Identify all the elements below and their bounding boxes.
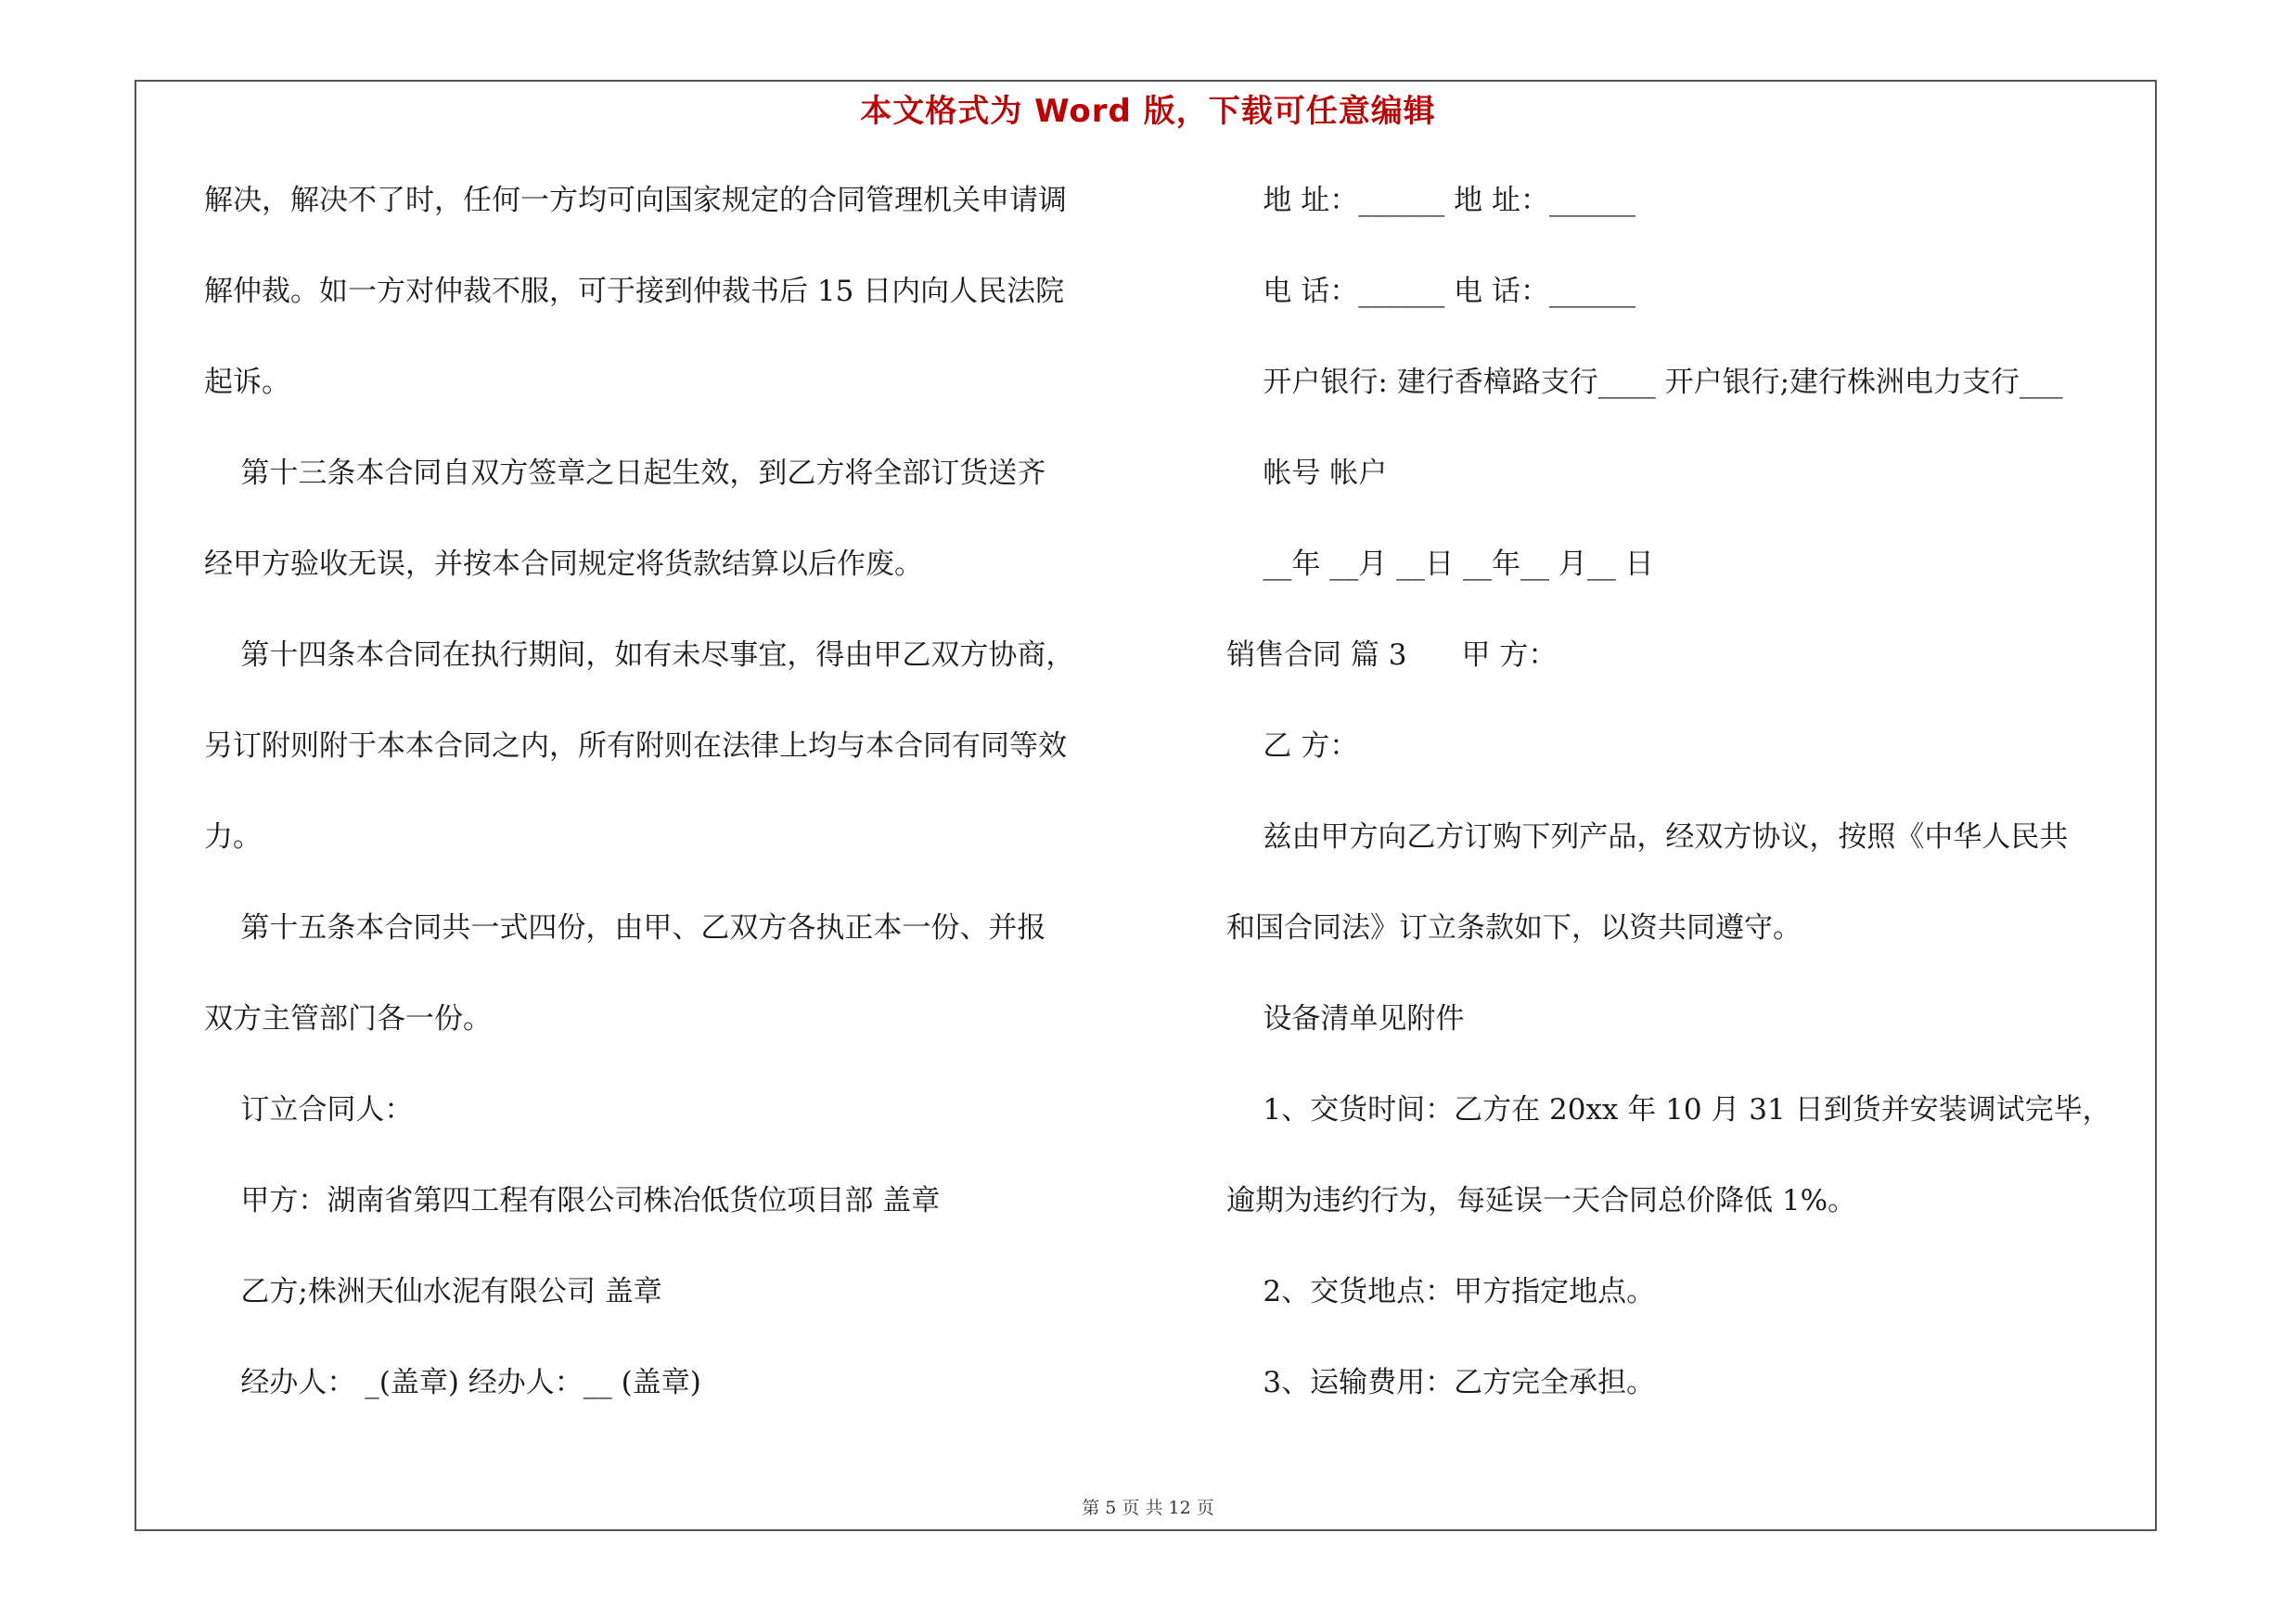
text-line: 第十三条本合同自双方签章之日起生效，到乙方将全部订货送齐 [204,457,1046,490]
text-line: 第十四条本合同在执行期间，如有未尽事宜，得由甲乙双方协商， [204,638,1075,672]
text-line: 甲方：湖南省第四工程有限公司株冶低货位项目部 盖章 [204,1184,941,1217]
text-line: 经甲方验收无误，并按本合同规定将货款结算以后作废。 [204,547,923,581]
text-line: 第十五条本合同共一式四份，由甲、乙双方各执正本一份、并报 [204,911,1046,945]
text-line: 另订附则附于本本合同之内，所有附则在法律上均与本合同有同等效 [204,729,1067,763]
text-line: 和国合同法》订立条款如下，以资共同遵守。 [1226,911,1802,945]
text-line: 双方主管部门各一份。 [204,1002,492,1036]
text-line: __年 __月 __日 __年__ 月__ 日 [1226,547,1654,581]
text-line: 地 址：______ 地 址：______ [1226,184,1635,217]
text-line: 解仲裁。如一方对仲裁不服，可于接到仲裁书后 15 日内向人民法院 [204,275,1065,308]
text-line: 力。 [204,820,262,854]
text-line: 逾期为违约行为，每延误一天合同总价降低 1%。 [1226,1184,1857,1217]
text-line: 乙 方： [1226,729,1359,763]
text-line: 乙方;株洲天仙水泥有限公司 盖章 [204,1275,662,1308]
text-line: 经办人： _(盖章) 经办人：__ (盖章) [204,1366,701,1399]
text-line: 2、交货地点：甲方指定地点。 [1226,1275,1656,1308]
text-line: 解决，解决不了时，任何一方均可向国家规定的合同管理机关申请调 [204,184,1067,217]
text-line: 起诉。 [204,366,290,399]
text-line: 1、交货时间：乙方在 20xx 年 10 月 31 日到货并安装调试完毕， [1226,1093,2111,1127]
page-number: 第 5 页 共 12 页 [1082,1498,1214,1518]
text-line: 帐号 帐户 [1226,457,1388,490]
text-line: 设备清单见附件 [1226,1002,1465,1036]
text-line: 订立合同人： [204,1093,414,1127]
text-line: 兹由甲方向乙方订购下列产品，经双方协议，按照《中华人民共 [1226,820,2069,854]
text-line: 3、运输费用：乙方完全承担。 [1226,1366,1656,1399]
text-line: 开户银行: 建行香樟路支行____ 开户银行;建行株洲电力支行___ [1226,366,2063,399]
text-line: 电 话：______ 电 话：______ [1226,275,1635,308]
format-banner: 本文格式为 Word 版，下载可任意编辑 [860,93,1436,130]
section-heading: 销售合同 篇 3 甲 方： [1226,638,1558,672]
